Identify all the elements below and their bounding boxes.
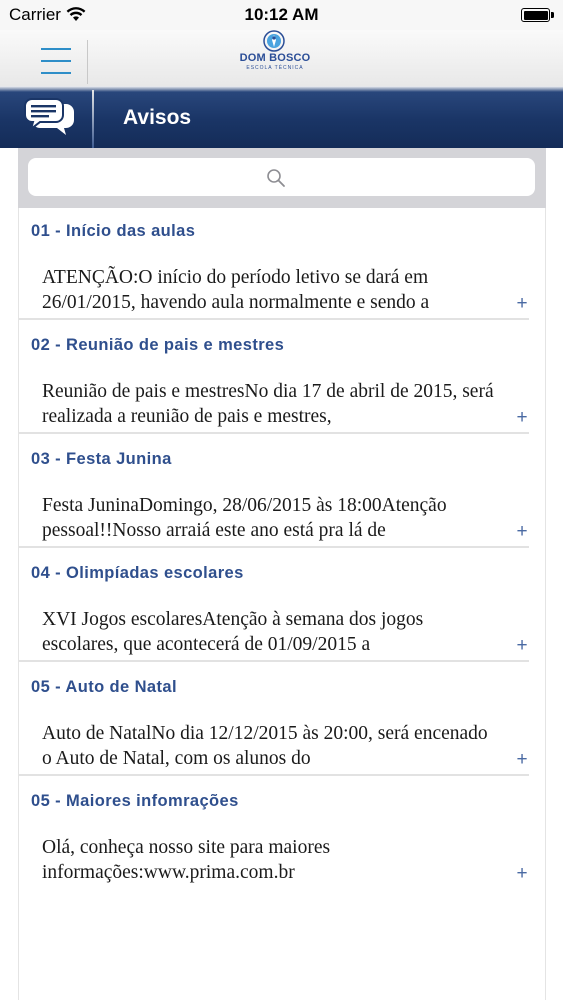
clock-time: 10:12 AM [244,5,319,24]
logo-text: DOM BOSCO [239,52,311,64]
expand-icon[interactable]: + [516,293,528,314]
hamburger-menu-icon[interactable] [38,46,74,76]
header-divider [87,40,88,84]
search-bar [18,148,546,208]
battery-icon [521,8,554,22]
item-divider [19,774,529,776]
item-divider [19,318,529,320]
list-item[interactable] [19,436,547,550]
list-item[interactable] [19,778,547,892]
logo-emblem-icon [263,30,285,52]
list-item[interactable] [19,208,547,322]
notice-title: 02 - Reunião de pais e mestres [31,336,285,354]
notice-body: ATENÇÃO:O início do período letivo se dará em 26/01/2015, havendo aula normalmente e sendo a [42,267,430,313]
notice-body: Auto de NatalNo dia 12/12/2015 às 20:00, será encenado o Auto de Natal, com os alunos do [42,723,488,769]
search-input[interactable] [28,158,535,196]
notice-title: 03 - Festa Junina [31,450,172,468]
notice-body: Reunião de pais e mestresNo dia 17 de abril de 2015, será realizada a reunião de pais e mestres, [42,381,494,427]
chat-bubbles-icon [24,98,76,136]
expand-icon[interactable]: + [516,407,528,428]
notice-body: XVI Jogos escolaresAtenção à semana dos jogos escolares, que acontecerá de 01/09/2015 a [42,609,424,655]
notices-list [18,208,546,1000]
notice-title: 01 - Início das aulas [31,222,196,240]
logo-subtitle: ESCOLA TÉCNICA [246,65,304,71]
item-divider [19,660,529,662]
notice-title: 05 - Auto de Natal [31,678,177,696]
expand-icon[interactable]: + [516,521,528,542]
status-bar [0,0,563,30]
list-item[interactable] [19,550,547,664]
title-divider [92,90,94,148]
school-logo [234,30,316,80]
expand-icon[interactable]: + [516,863,528,884]
notice-title: 04 - Olimpíadas escolares [31,564,244,582]
notice-body: Festa JuninaDomingo, 28/06/2015 às 18:00Atenção pessoal!!Nosso arraiá este ano está pra lá de [42,495,447,541]
top-header [0,30,563,86]
notice-title: 05 - Maiores infomrações [31,792,239,810]
expand-icon[interactable]: + [516,635,528,656]
title-bar [0,86,563,148]
notice-body: Olá, conheça nosso site para maiores informações:www.prima.com.br [42,837,331,883]
page-title: Avisos [123,106,192,129]
list-item[interactable] [19,664,547,778]
list-item[interactable] [19,322,547,436]
carrier-label: Carrier [9,5,61,24]
item-divider [19,546,529,548]
expand-icon[interactable]: + [516,749,528,770]
item-divider [19,432,529,434]
